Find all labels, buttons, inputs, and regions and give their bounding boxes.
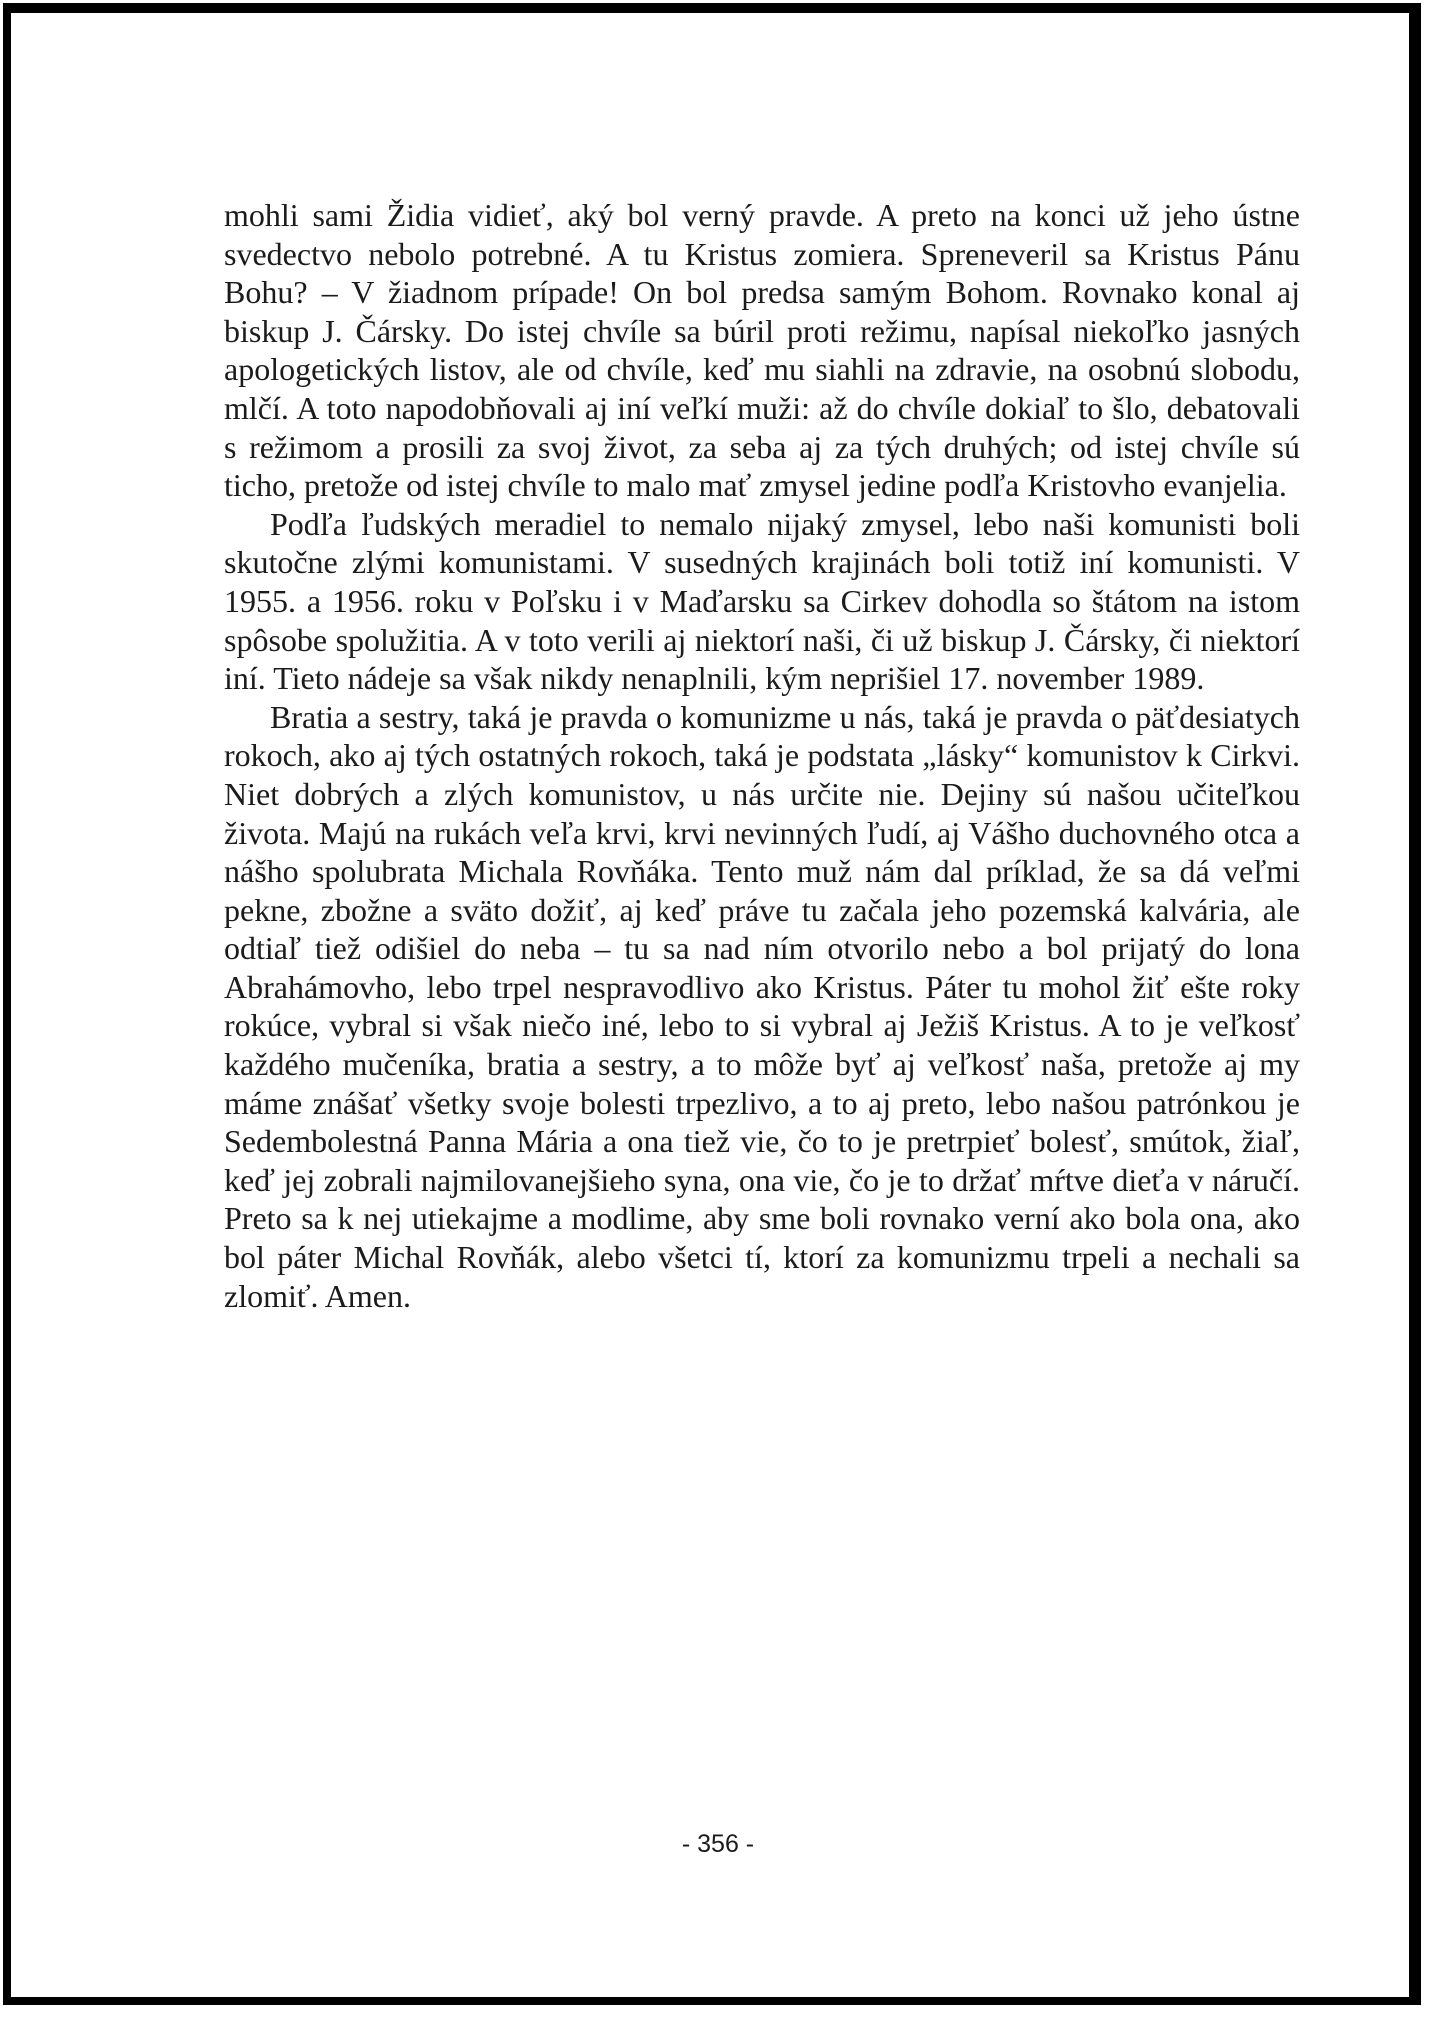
paragraph-1: mohli sami Židia vidieť, aký bol verný pravde. A preto na konci už jeho ústne svedectvo nebolo potrebné. A tu Kristus zomiera. Spreneveril sa Kristus Pánu Bohu? – V žiadnom prípade! On bol predsa samým Bohom. Rovnako konal aj biskup J. Čársky. Do istej chvíle sa búril proti režimu, napísal niekoľko jasných apologetických listov, ale od chvíle, keď mu siahli na zdravie, na osobnú slobodu, mlčí. A toto napodobňovali aj iní veľkí muži: až do chvíle dokiaľ to šlo, debatovali s režimom a prosili za svoj život, za seba aj za tých druhých; od istej chvíle sú ticho, pretože od istej chvíle to malo mať zmysel jedine podľa Kristovho evanjelia. bbox=[224, 197, 1300, 504]
paragraph-2: Podľa ľudských meradiel to nemalo nijaký zmysel, lebo naši komunisti boli skutočne zlými komunistami. V susedných krajinách boli totiž iní komunisti. V 1955. a 1956. roku v Poľsku i v Maďarsku sa Cirkev dohodla so štátom na istom spôsobe spolužitia. A v toto verili aj niektorí naši, či už biskup J. Čársky, či niektorí iní. Tieto nádeje sa však nikdy nenaplnili, kým neprišiel 17. november 1989. bbox=[224, 505, 1300, 697]
page-number: - 356 - bbox=[681, 1830, 755, 1858]
body-text bbox=[224, 196, 1300, 1315]
paragraph-3: Bratia a sestry, taká je pravda o komunizme u nás, taká je pravda o päťdesiatych rokoch, ako aj tých ostatných rokoch, taká je podstata „lásky“ komunistov k Cirkvi. Niet dobrých a zlých komunistov, u nás určite nie. Dejiny sú našou učiteľkou života. Majú na rukách veľa krvi, krvi nevinných ľudí, aj Vášho duchovného otca a nášho spolubrata Michala Rovňáka. Tento muž nám dal príklad, že sa dá veľmi pekne, zbožne a sväto dožiť, aj keď práve tu začala jeho pozemská kalvária, ale odtiaľ tiež odišiel do neba – tu sa nad ním otvorilo nebo a bol prijatý do lona Abrahámovho, lebo trpel nespravodlivo ako Kristus. Páter tu mohol žiť ešte roky rokúce, vybral si však niečo iné, lebo to si vybral aj Ježiš Kristus. A to je veľkosť každého mučeníka, bratia a sestry, a to môže byť aj veľkosť naša, pretože aj my máme znášať všetky svoje bolesti trpezlivo, a to aj preto, lebo našou patrónkou je Sedembolestná Panna Mária a ona tiež vie, čo to je pretrpieť bolesť, smútok, žiaľ, keď jej zobrali najmilovanejšieho syna, ona vie, čo je to držať mŕtve dieťa v náručí. Preto sa k nej utiekajme a modlime, aby sme boli rovnako verní ako bola ona, ako bol páter Michal Rovňák, alebo všetci tí, ktorí za komunizmu trpeli a nechali sa zlomiť. Amen. bbox=[224, 698, 1300, 1314]
